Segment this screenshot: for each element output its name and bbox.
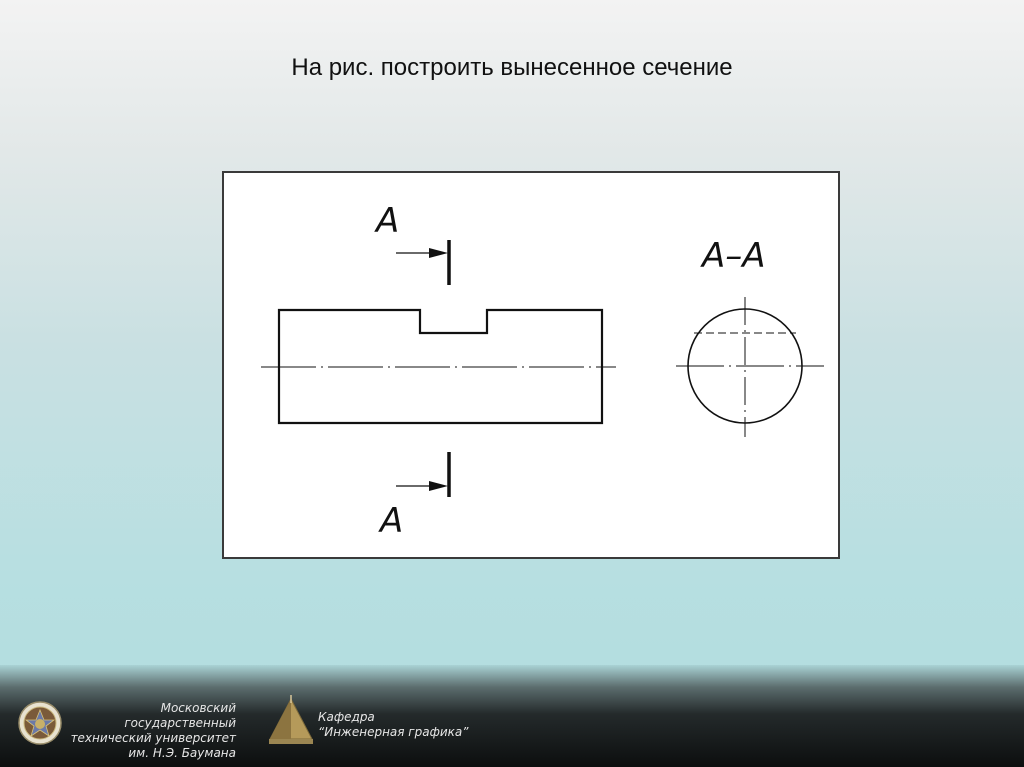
section-arrow-bottom-head (429, 481, 448, 491)
pyramid-emblem-icon (266, 695, 316, 747)
section-label-bottom: A (380, 501, 404, 541)
footer (0, 665, 1024, 767)
department-name (318, 710, 468, 740)
section-arrow-top-head (429, 248, 448, 258)
bmstu-emblem-icon (18, 701, 62, 745)
university-name-line2: технический университет (70, 731, 236, 745)
section-view-label: A–A (702, 236, 766, 276)
department-name-line2: “Инженерная графика” (318, 725, 469, 739)
university-name-line3: им. Н.Э. Баумана (128, 746, 236, 760)
technical-drawing (224, 173, 838, 557)
drawing-frame (222, 171, 840, 559)
slide-title: На рис. построить вынесенное сечение (291, 54, 733, 81)
university-name (58, 701, 236, 761)
university-name-line1: Московский государственный (124, 701, 236, 730)
department-name-line1: Кафедра (318, 710, 375, 724)
section-label-top: A (376, 201, 400, 241)
